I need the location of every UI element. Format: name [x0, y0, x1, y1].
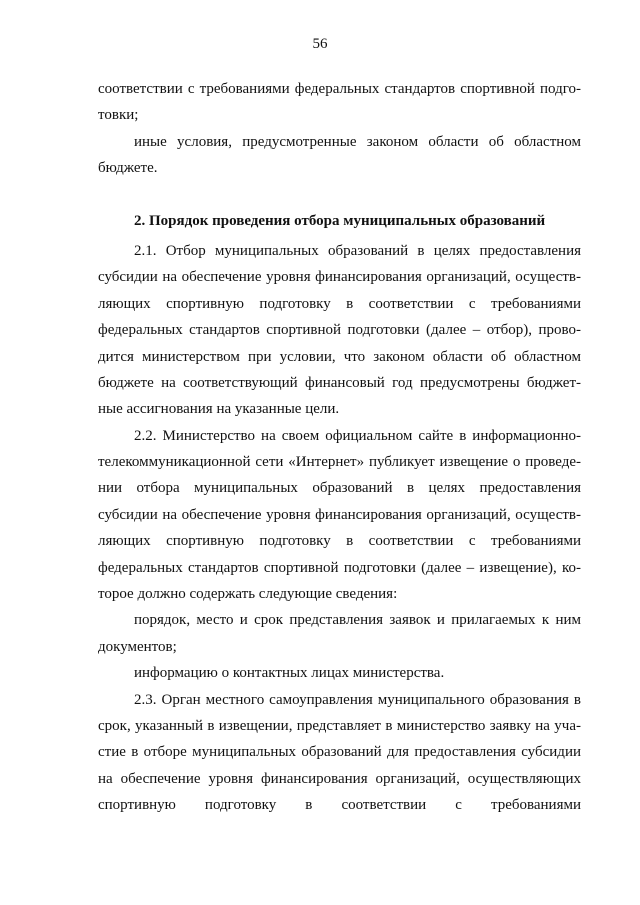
- text-line: федеральных стандартов спортивной подготовки (далее – извещение), ко-: [98, 559, 581, 576]
- text-line: спортивную подготовку в соответствии с требованиями: [98, 797, 581, 814]
- text-line: бюджете на соответствующий финансовый год предусмотрены бюджет-: [98, 374, 581, 391]
- text-line: срок, указанный в извещении, представляет в министерство заявку на уча-: [98, 717, 581, 734]
- text-line: дится министерством при условии, что законом области об областном: [98, 348, 581, 365]
- text-line: субсидии на обеспечение уровня финансирования организаций, осуществ-: [98, 506, 581, 523]
- text-line: телекоммуникационной сети «Интернет» публикует извещение о проведе-: [98, 454, 581, 471]
- text-line: бюджете.: [98, 160, 158, 177]
- page-number: 56: [312, 36, 328, 52]
- section-heading: 2. Порядок проведения отбора муниципальных образований: [134, 212, 546, 229]
- text-line: торое должно содержать следующие сведения:: [98, 586, 398, 603]
- text-line: нии отбора муниципальных образований в целях предоставления: [98, 480, 581, 497]
- text-line: субсидии на обеспечение уровня финансирования организаций, осуществ-: [98, 269, 581, 286]
- text-line: информацию о контактных лицах министерства.: [134, 665, 445, 682]
- text-line: документов;: [98, 638, 177, 655]
- text-line: 2.2. Министерство на своем официальном сайте в информационно-: [134, 427, 581, 444]
- text-line: 2.3. Орган местного самоуправления муниципального образования в: [134, 691, 581, 708]
- text-line: товки;: [98, 107, 139, 124]
- text-line: порядок, место и срок представления заявок и прилагаемых к ним: [134, 612, 581, 629]
- text-line: 2.1. Отбор муниципальных образований в целях предоставления: [134, 242, 581, 259]
- text-line: на обеспечение уровня финансирования организаций, осуществляющих: [98, 770, 581, 787]
- text-line: ные ассигнования на указанные цели.: [98, 401, 340, 418]
- document-body: [98, 76, 581, 819]
- text-line: ляющих спортивную подготовку в соответствии с требованиями: [98, 533, 581, 550]
- text-line: соответствии с требованиями федеральных стандартов спортивной подго-: [98, 81, 581, 97]
- text-line: ляющих спортивную подготовку в соответствии с требованиями: [98, 295, 581, 312]
- text-line: стие в отборе муниципальных образований для предоставления субсидии: [98, 744, 581, 761]
- text-line: иные условия, предусмотренные законом области об областном: [134, 133, 581, 150]
- text-line: федеральных стандартов спортивной подготовки (далее – отбор), прово-: [98, 322, 581, 339]
